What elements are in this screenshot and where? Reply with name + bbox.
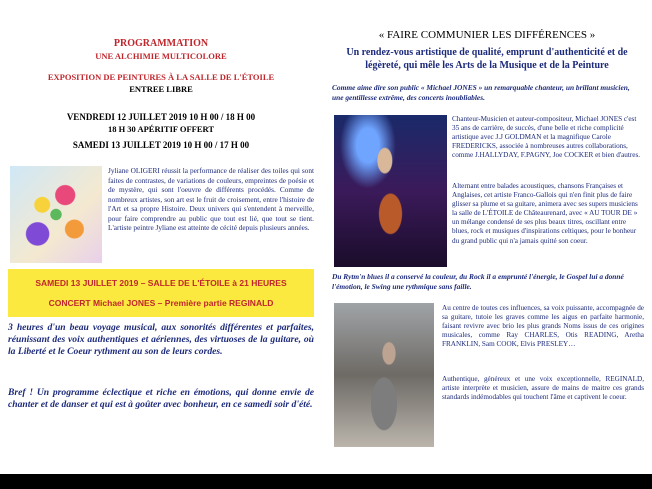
banner-concert-artists: CONCERT Michael JONES – Première partie REGINALD [48, 298, 274, 308]
jones-concert-text: Alternant entre balades acoustiques, chansons Françaises et Anglaises, cet artiste Franco-Gallois qui n'en finit plus de faire glisser sa plume et sa guitare, animera avec ses supers musiciens la salle de L'ÉTOILE de Châteaurenard, avec « AU TOUR DE » un mélange condensé de ses plus beaux titres, oscillant entre blues, rock et musiques d'inspirations celtiques, pour le bonheur du grand public qui n'a jamais quitté son coeur. [452, 182, 638, 245]
banner-concert-date: SAMEDI 13 JUILLET 2019 – SALLE DE L'ÉTOILE à 21 HEURES [35, 278, 287, 288]
date-vendredi: VENDREDI 12 JUILLET 2019 10 H 00 / 18 H 00 [66, 112, 256, 122]
painting-image [10, 166, 102, 263]
jones-bio: Chanteur-Musicien et auteur-compositeur, Michael JONES c'est 35 ans de carrière, de succès, d'une belle et riche complicité artistique avec J.J GOLDMAN et la magnifique Carole FREDERICKS, associée à nombreuses autres collaborations, comme J.HALLYDAY, F.PAGNY, Joe COCKER et bien d'autres. [452, 115, 641, 160]
programme-subtitle: UNE ALCHIMIE MULTICOLORE [95, 51, 227, 61]
michael-jones-photo [334, 115, 447, 267]
aperitif-line: 18 H 30 APÉRITIF OFFERT [107, 124, 215, 134]
jones-intro: Comme aime dire son public « Michael JONES » un remarquable chanteur, un brillant musicien, une gentillesse extrême, des concerts inoubliables. [332, 83, 630, 102]
main-slogan: « FAIRE COMMUNIER LES DIFFÉRENCES » [378, 29, 596, 41]
expo-heading: EXPOSITION DE PEINTURES À LA SALLE DE L'ÉTOILE [47, 72, 275, 82]
concert-banner [8, 269, 314, 317]
influences-line: Du Rytm'n blues il a conservé la couleur, du Rock il a emprunté l'énergie, le Gospel lui a donné l'émotion, le Swing une rythmique sans faille. [332, 272, 624, 291]
slogan-subtitle: Un rendez-vous artistique de qualité, emprunt d'authenticité et de légèreté, qui mêle les Arts de la Musique et de la Peinture [346, 47, 628, 71]
bref-paragraph: Bref ! Un programme éclectique et riche en émotions, qui donne envie de chanter et de danser et qui est à goûter avec bonheur, en ce samedi soir d'été. [8, 387, 314, 411]
entree-libre: ENTREE LIBRE [129, 84, 193, 94]
reginald-description: Authentique, généreux et une voix exceptionnelle, REGINALD, artiste interprète et musicien, assure de mains de maitre ces grands standards indémodables qui touchent l'âme et captivent le coeur. [442, 375, 644, 402]
reginald-photo [334, 303, 434, 447]
painter-description: Jyliane OLIGERI réussit la performance de réaliser des toiles qui sont faites de contrastes, de variations de couleurs, empreintes de poésie et de mystère, qui sont l'oeuvre de différents procédés. Comme de nombreux artistes, son art est le fruit de croisement, entre l'histoire de l'Art et sa propre Histoire. Deux univers qui s'entendent à merveille, pour faire comprendre au public que tout est lié, que tout se tient. L'artiste peintre Jyliane est atteinte de cécité depuis plusieurs années. [108, 166, 314, 233]
voyage-paragraph: 3 heures d'un beau voyage musical, aux sonorités différentes et parfaites, réunissant des voix authentiques et aériennes, des virtuoses de la guitare, où la Liberté et le Coeur rythment au son de leurs cordes. [8, 322, 314, 358]
reginald-influences: Au centre de toutes ces influences, sa voix puissante, accompagnée de sa guitare, tutoie les graves comme les aigus en parfaite harmonie, faisant revivre avec brio les plus grands Noms issus de ces origines musicales, comme Ray CHARLES, Otis READING, Aretha FRANKLIN, Sam COOK, Elvis PRESLEY… [442, 304, 644, 349]
date-samedi: SAMEDI 13 JUILLET 2019 10 H 00 / 17 H 00 [72, 140, 250, 150]
programme-title: PROGRAMMATION [113, 38, 209, 49]
